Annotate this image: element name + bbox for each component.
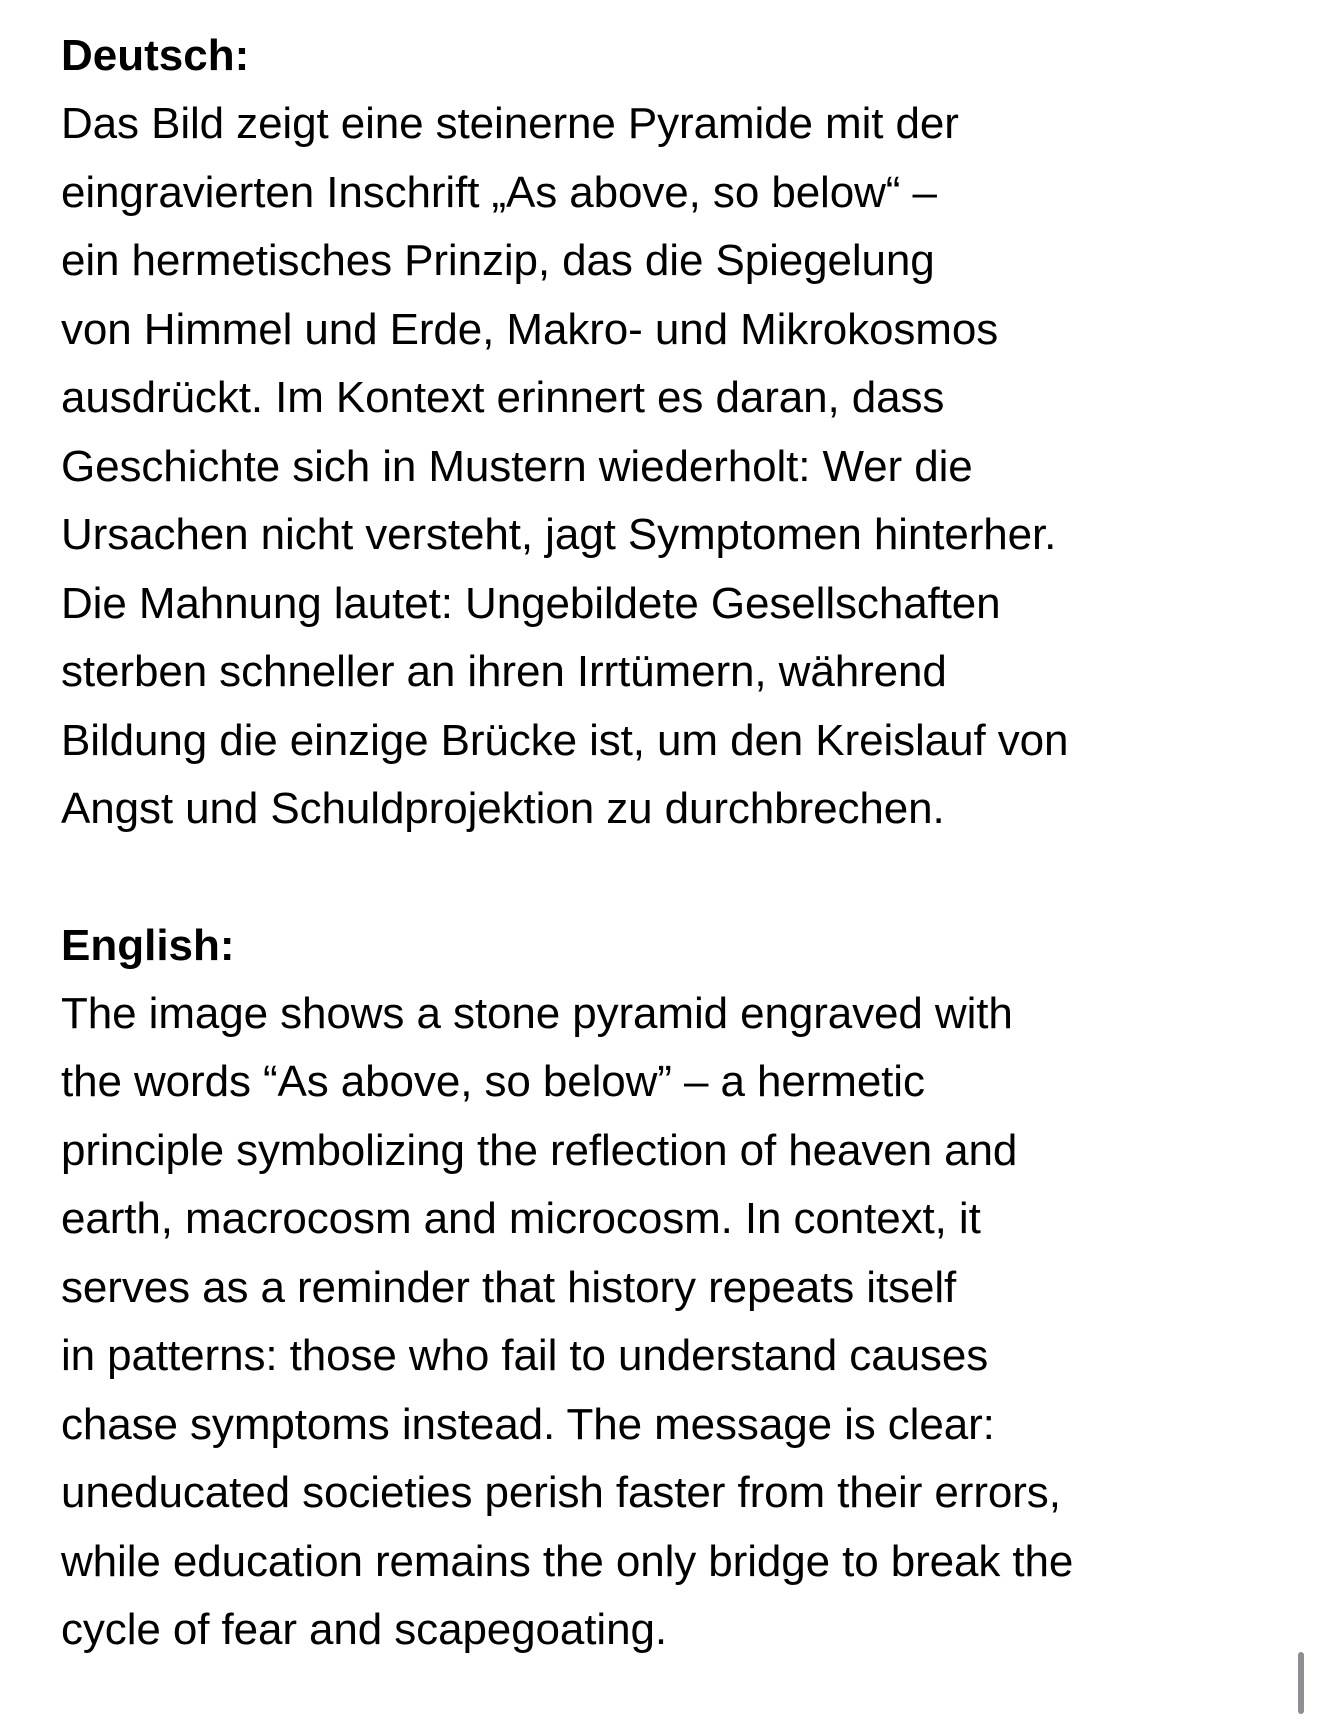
text-line: von Himmel und Erde, Makro- und Mikrokosmos [61,304,999,354]
english-section [61,912,1291,1665]
text-line: ausdrückt. Im Kontext erinnert es daran, dass [61,373,945,422]
text-line: the words “As above, so below” – a hermetic [61,1057,925,1106]
german-paragraph [61,90,1291,844]
text-line: uneducated societies perish faster from their errors, [61,1468,1061,1517]
english-heading: English: [61,920,235,970]
german-section [61,22,1291,844]
text-line: The image shows a stone pyramid engraved with [61,988,1013,1038]
text-line: while education remains the only bridge to break the [61,1536,1074,1586]
german-heading: Deutsch: [61,31,250,80]
vertical-scrollbar[interactable] [1298,1652,1304,1714]
text-line: chase symptoms instead. The message is clear: [61,1399,995,1449]
text-line: Ursachen nicht versteht, jagt Symptomen hinterher. [61,510,1057,559]
text-line: Geschichte sich in Mustern wiederholt: Wer die [61,441,973,491]
text-line: Bildung die einzige Brücke ist, um den Kreislauf von [61,715,1069,765]
text-line: Angst und Schuldprojektion zu durchbrechen. [61,784,945,833]
message-text [61,22,1291,1665]
text-line: principle symbolizing the reflection of heaven and [61,1125,1018,1175]
text-line: earth, macrocosm and microcosm. In context, it [61,1194,981,1243]
text-line: serves as a reminder that history repeats itself [61,1262,957,1312]
text-line: sterben schneller an ihren Irrtümern, während [61,647,947,696]
text-line: Die Mahnung lautet: Ungebildete Gesellschaften [61,578,1001,628]
english-paragraph [61,980,1291,1665]
text-line: ein hermetisches Prinzip, das die Spiegelung [61,236,935,285]
text-line: in patterns: those who fail to understand causes [61,1331,989,1380]
text-line: cycle of fear and scapegoating. [61,1605,667,1654]
text-line: eingravierten Inschrift „As above, so below“ – [61,167,937,217]
text-line: Das Bild zeigt eine steinerne Pyramide mit der [61,99,959,148]
